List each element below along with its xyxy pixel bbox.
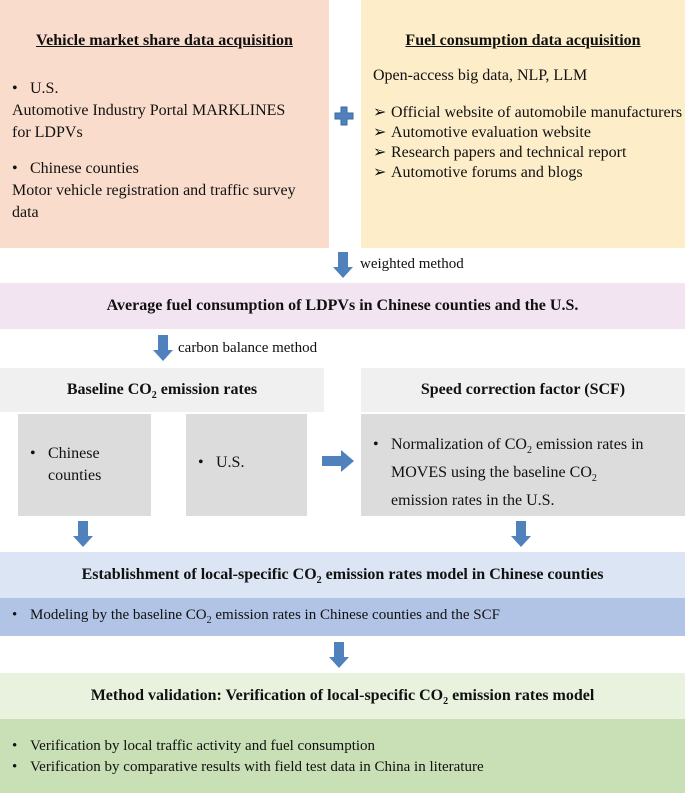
down-arrow-icon bbox=[73, 521, 93, 547]
us-bullet: U.S. bbox=[30, 80, 59, 97]
down-arrow-icon bbox=[329, 642, 349, 668]
vehicle-market-share-title: Vehicle market share data acquisition bbox=[36, 32, 293, 49]
bullet-dot: • bbox=[12, 759, 18, 775]
validation-body-box bbox=[0, 719, 685, 793]
right-arrow-icon bbox=[322, 450, 354, 472]
chinese-bullet: Chinese counties bbox=[30, 160, 139, 177]
establishment-title: Establishment of local-specific $CO_2$ emission rates model in Chinese counties bbox=[81, 566, 604, 587]
chinese-counties-box bbox=[18, 414, 151, 516]
bullet-dot: • bbox=[12, 160, 18, 177]
validation-title: Method validation: Verification of local-specific $CO_2$ emission rates model bbox=[90, 687, 595, 708]
scf-title-box bbox=[361, 368, 685, 412]
scf-line2: MOVES using the baseline $CO_2$ bbox=[391, 464, 597, 485]
checkmark-arrow-icon: ➢ bbox=[373, 104, 387, 121]
baseline-title-box bbox=[0, 368, 324, 412]
chinese-counties-line1: Chinese bbox=[48, 445, 100, 462]
scf-body-box bbox=[361, 414, 685, 516]
checkmark-arrow-icon: ➢ bbox=[373, 164, 387, 181]
chinese-source-line2: data bbox=[12, 204, 39, 221]
down-arrow-icon bbox=[153, 335, 173, 361]
fuel-consumption-box bbox=[361, 0, 685, 248]
fuel-source-item: Automotive evaluation website bbox=[391, 124, 591, 141]
bullet-dot: • bbox=[12, 607, 18, 623]
carbon-balance-label: carbon balance method bbox=[178, 340, 318, 356]
baseline-title: Baseline $CO_2$ emission rates bbox=[66, 381, 258, 402]
scf-line3: emission rates in the U.S. bbox=[391, 492, 555, 510]
establishment-body-box bbox=[0, 598, 685, 636]
us-source-line2: for LDPVs bbox=[12, 124, 83, 141]
scf-line1: Normalization of $CO_2$ emission rates in bbox=[391, 436, 644, 457]
us-label: U.S. bbox=[216, 454, 245, 471]
bullet-dot: • bbox=[12, 738, 18, 754]
us-source-line1: Automotive Industry Portal MARKLINES bbox=[12, 102, 286, 119]
bullet-dot: • bbox=[30, 445, 36, 462]
validation-item: Verification by comparative results with field test data in China in literature bbox=[30, 759, 484, 775]
chinese-source-line1: Motor vehicle registration and traffic survey bbox=[12, 182, 296, 199]
validation-item: Verification by local traffic activity and fuel consumption bbox=[30, 738, 376, 754]
fuel-source-item: Research papers and technical report bbox=[391, 144, 627, 161]
us-box bbox=[186, 414, 307, 516]
scf-title: Speed correction factor (SCF) bbox=[420, 381, 626, 398]
weighted-method-label: weighted method bbox=[360, 256, 464, 272]
fuel-consumption-title: Fuel consumption data acquisition bbox=[405, 32, 641, 49]
checkmark-arrow-icon: ➢ bbox=[373, 144, 387, 161]
chinese-counties-line2: counties bbox=[48, 467, 102, 484]
plus-icon bbox=[334, 106, 354, 126]
vehicle-market-share-box bbox=[0, 0, 329, 248]
fuel-source-item: Official website of automobile manufacturers bbox=[391, 104, 683, 121]
average-fuel-consumption-text: Average fuel consumption of LDPVs in Chinese counties and the U.S. bbox=[106, 297, 579, 314]
validation-title-box bbox=[0, 673, 685, 719]
down-arrow-icon bbox=[511, 521, 531, 547]
average-fuel-consumption-box bbox=[0, 283, 685, 329]
down-arrow-icon bbox=[333, 252, 353, 278]
establishment-title-box bbox=[0, 552, 685, 598]
fuel-source-item: Automotive forums and blogs bbox=[391, 164, 583, 181]
establishment-bullet: Modeling by the baseline $CO_2$ emission rates in Chinese counties and the SCF bbox=[30, 607, 500, 626]
bullet-dot: • bbox=[373, 436, 379, 453]
bullet-dot: • bbox=[12, 80, 18, 97]
checkmark-arrow-icon: ➢ bbox=[373, 124, 387, 141]
fuel-intro: Open-access big data, NLP, LLM bbox=[373, 67, 588, 84]
bullet-dot: • bbox=[198, 454, 204, 471]
